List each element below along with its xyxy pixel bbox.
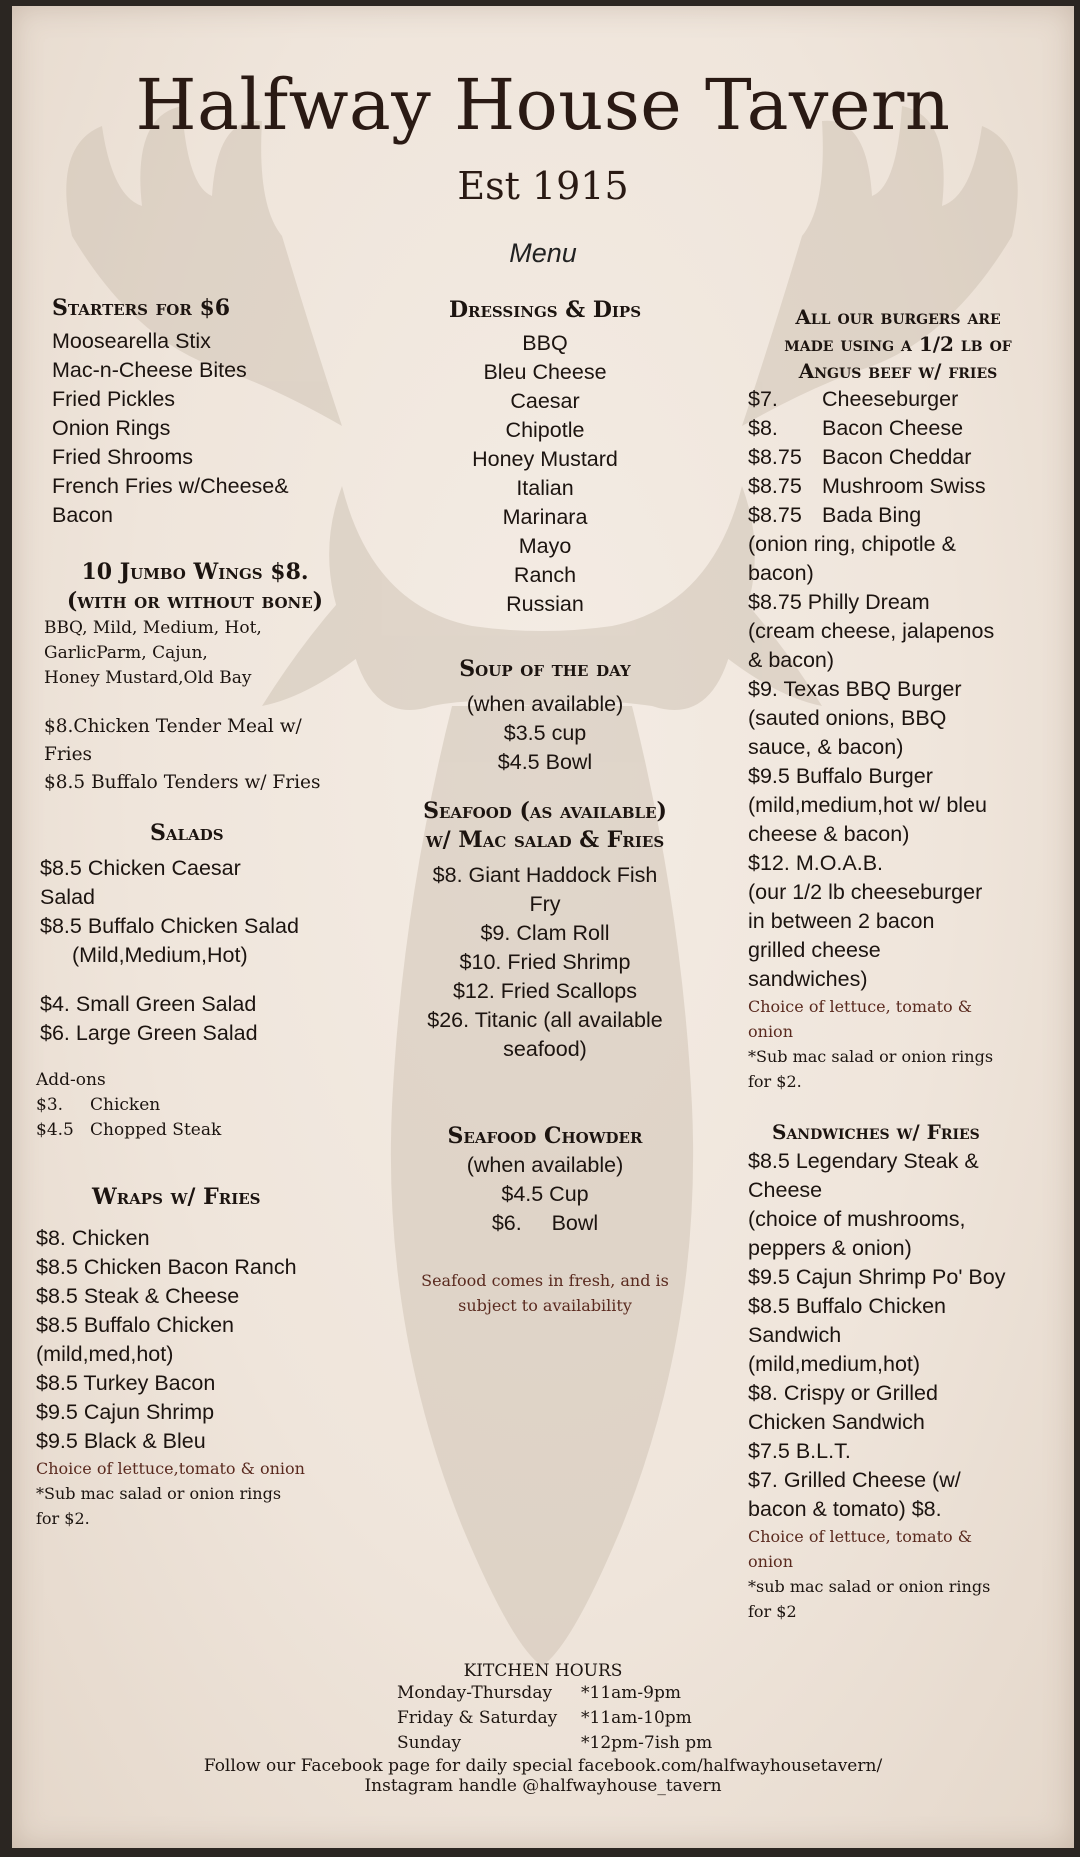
chowder-heading: Seafood Chowder <box>447 1123 643 1149</box>
list-item: Bacon <box>52 503 113 527</box>
list-item: seafood) <box>503 1037 587 1061</box>
list-item: $7.5 B.L.T. <box>748 1439 851 1463</box>
list-item: Honey Mustard <box>472 447 618 471</box>
list-item: Chicken Sandwich <box>748 1410 925 1434</box>
list-item: $12. Fried Scallops <box>452 979 638 1003</box>
list-item: $4.5 Chopped Steak <box>36 1120 222 1140</box>
sandwiches-note: Choice of lettuce, tomato & <box>748 1527 972 1546</box>
list-item: peppers & onion) <box>748 1236 912 1260</box>
list-item: $9.5 Buffalo Burger <box>748 764 933 788</box>
list-item: $8.75 Philly Dream <box>748 590 930 614</box>
list-item: (Mild,Medium,Hot) <box>72 943 248 967</box>
list-item: $9.5 Cajun Shrimp Po' Boy <box>748 1265 1006 1289</box>
wings-section <box>30 558 360 797</box>
list-item: $8.75 Bacon Cheddar <box>748 445 972 469</box>
hours-row: Friday & Saturday *11am-10pm <box>397 1708 692 1728</box>
facebook-line: Follow our Facebook page for daily special facebook.com/halfwayhousetavern/ <box>203 1756 883 1776</box>
list-item: $4.5 Bowl <box>497 750 593 774</box>
hours-row: Monday-Thursday *11am-9pm <box>397 1683 681 1703</box>
wing-flavor: BBQ, Mild, Medium, Hot, <box>44 618 262 638</box>
seafood-note: Seafood comes in fresh, and is subject to availability <box>421 1271 669 1315</box>
addons-heading: Add-ons <box>36 1070 106 1090</box>
sandwiches-sub-note: *sub mac salad or onion rings <box>748 1577 991 1596</box>
list-item: Sandwich <box>748 1323 842 1347</box>
starters-heading: Starters for $6 <box>52 295 231 321</box>
list-item: Chipotle <box>505 418 585 442</box>
list-item: (mild,medium,hot) <box>748 1352 921 1376</box>
seafood-subheading: w/ Mac salad & Fries <box>425 827 665 853</box>
list-item: (sauted onions, BBQ <box>748 706 947 730</box>
dressings-heading: Dressings & Dips <box>448 297 642 323</box>
list-item: & bacon) <box>748 648 835 672</box>
wraps-heading: Wraps w/ Fries <box>92 1184 261 1210</box>
list-item: $9.5 Cajun Shrimp <box>36 1400 215 1424</box>
sandwiches-sub-note: for $2 <box>748 1602 797 1621</box>
column-middle <box>380 296 710 1318</box>
burgers-sub-note: *Sub mac salad or onion rings <box>748 1047 994 1066</box>
chowder-section <box>380 1122 710 1238</box>
list-item: $8.5 Chicken Caesar <box>40 856 241 880</box>
list-item: (when available) <box>466 1153 624 1177</box>
list-item: French Fries w/Cheese& <box>52 474 289 498</box>
list-item: bacon & tomato) $8. <box>748 1497 942 1521</box>
list-item: $8.5 Buffalo Chicken <box>36 1313 235 1337</box>
list-item: $8. Crispy or Grilled <box>748 1381 938 1405</box>
wraps-sub-note: for $2. <box>36 1509 90 1528</box>
wing-flavor: GarlicParm, Cajun, <box>44 643 208 663</box>
list-item: bacon) <box>748 561 814 585</box>
list-item: Italian <box>516 476 574 500</box>
list-item: in between 2 bacon <box>748 909 935 933</box>
list-item: $8.5 Steak & Cheese <box>36 1284 240 1308</box>
list-item: $6. Large Green Salad <box>40 1021 258 1045</box>
column-right <box>748 304 1068 1624</box>
list-item: grilled cheese <box>748 938 881 962</box>
starters-list <box>52 327 360 530</box>
list-item: $8.5 Buffalo Chicken Salad <box>40 914 299 938</box>
wraps-sub-note: *Sub mac salad or onion rings <box>36 1484 282 1503</box>
list-item: $8.5 Buffalo Tenders w/ Fries <box>44 772 321 793</box>
list-item: $8. Bacon Cheese <box>748 416 964 440</box>
list-item: sandwiches) <box>748 967 868 991</box>
established-year: Est 1915 <box>457 164 629 208</box>
soup-section <box>380 655 710 777</box>
wraps-note: Choice of lettuce,tomato & onion <box>36 1459 305 1478</box>
list-item: Fries <box>44 744 93 765</box>
list-item: Fried Pickles <box>52 387 176 411</box>
list-item: $8.Chicken Tender Meal w/ <box>44 716 302 737</box>
list-item: $26. Titanic (all available <box>427 1008 663 1032</box>
sandwiches-section <box>748 1118 1068 1624</box>
list-item: BBQ <box>522 331 568 355</box>
list-item: $3. Chicken <box>36 1095 161 1115</box>
list-item: $9. Clam Roll <box>480 921 610 945</box>
burgers-note: onion <box>748 1022 793 1041</box>
list-item: Cheese <box>748 1178 823 1202</box>
list-item: $9.5 Black & Bleu <box>36 1429 206 1453</box>
list-item: $9. Texas BBQ Burger <box>748 677 962 701</box>
list-item: $4. Small Green Salad <box>40 992 257 1016</box>
list-item: $8. Chicken <box>36 1226 150 1250</box>
list-item: $8.5 Buffalo Chicken <box>748 1294 947 1318</box>
list-item: Mayo <box>518 534 572 558</box>
list-item: (our 1/2 lb cheeseburger <box>748 880 983 904</box>
list-item: Mac-n-Cheese Bites <box>52 358 247 382</box>
menu-page <box>12 6 1074 1848</box>
sandwiches-heading: Sandwiches w/ Fries <box>772 1120 980 1144</box>
seafood-heading: Seafood (as available) <box>423 798 667 824</box>
list-item: (mild,med,hot) <box>36 1342 174 1366</box>
list-item: Onion Rings <box>52 416 171 440</box>
burgers-note: Choice of lettuce, tomato & <box>748 997 972 1016</box>
list-item: Fry <box>529 892 561 916</box>
list-item: $4.5 Cup <box>501 1182 589 1206</box>
column-left <box>30 294 360 1531</box>
hours-row: Sunday *12pm-7ish pm <box>397 1733 713 1753</box>
list-item: $10. Fried Shrimp <box>459 950 631 974</box>
list-item: Bleu Cheese <box>483 360 607 384</box>
list-item: $6. Bowl <box>491 1211 599 1235</box>
burgers-heading: All our burgers are made using a 1/2 lb of Angus beef w/ fries <box>784 305 1012 383</box>
list-item: $12. M.O.A.B. <box>748 851 884 875</box>
list-item: (onion ring, chipotle & <box>748 532 956 556</box>
list-item: $8.75 Mushroom Swiss <box>748 474 986 498</box>
list-item: sauce, & bacon) <box>748 735 904 759</box>
list-item: Caesar <box>510 389 580 413</box>
list-item: (cream cheese, jalapenos <box>748 619 995 643</box>
list-item: $7. Cheeseburger <box>748 387 959 411</box>
hours-title: KITCHEN HOURS <box>463 1661 623 1681</box>
sandwiches-note: onion <box>748 1552 793 1571</box>
salads-section <box>30 819 360 1048</box>
list-item: (mild,medium,hot w/ bleu <box>748 793 987 817</box>
soup-heading: Soup of the day <box>459 656 631 682</box>
list-item: Salad <box>40 885 95 909</box>
kitchen-hours <box>12 1661 1074 1796</box>
list-item: $3.5 cup <box>503 721 587 745</box>
list-item: $8.5 Turkey Bacon <box>36 1371 216 1395</box>
list-item: $8.5 Legendary Steak & <box>748 1149 979 1173</box>
wings-heading: 10 Jumbo Wings $8. <box>81 559 309 585</box>
wing-flavor: Honey Mustard,Old Bay <box>44 668 252 688</box>
list-item: $8. Giant Haddock Fish <box>432 863 658 887</box>
addons-section <box>36 1068 360 1143</box>
list-item: $7. Grilled Cheese (w/ <box>748 1468 961 1492</box>
list-item: Marinara <box>502 505 588 529</box>
instagram-line: Instagram handle @halfwayhouse_tavern <box>364 1776 722 1796</box>
list-item: Ranch <box>513 563 577 587</box>
salads-heading: Salads <box>150 820 224 846</box>
list-item: $8.5 Chicken Bacon Ranch <box>36 1255 297 1279</box>
list-item: (choice of mushrooms, <box>748 1207 966 1231</box>
menu-label: Menu <box>509 238 577 268</box>
burgers-sub-note: for $2. <box>748 1072 802 1091</box>
list-item: Russian <box>506 592 584 616</box>
list-item: Moosearella Stix <box>52 329 211 353</box>
list-item: Fried Shrooms <box>52 445 193 469</box>
list-item: $8.75 Bada Bing <box>748 503 922 527</box>
wraps-section <box>30 1183 360 1531</box>
restaurant-title: Halfway House Tavern <box>135 64 951 146</box>
list-item: (when available) <box>466 692 624 716</box>
seafood-section <box>380 797 710 1064</box>
list-item: cheese & bacon) <box>748 822 910 846</box>
wings-subheading: (with or without bone) <box>66 588 324 614</box>
